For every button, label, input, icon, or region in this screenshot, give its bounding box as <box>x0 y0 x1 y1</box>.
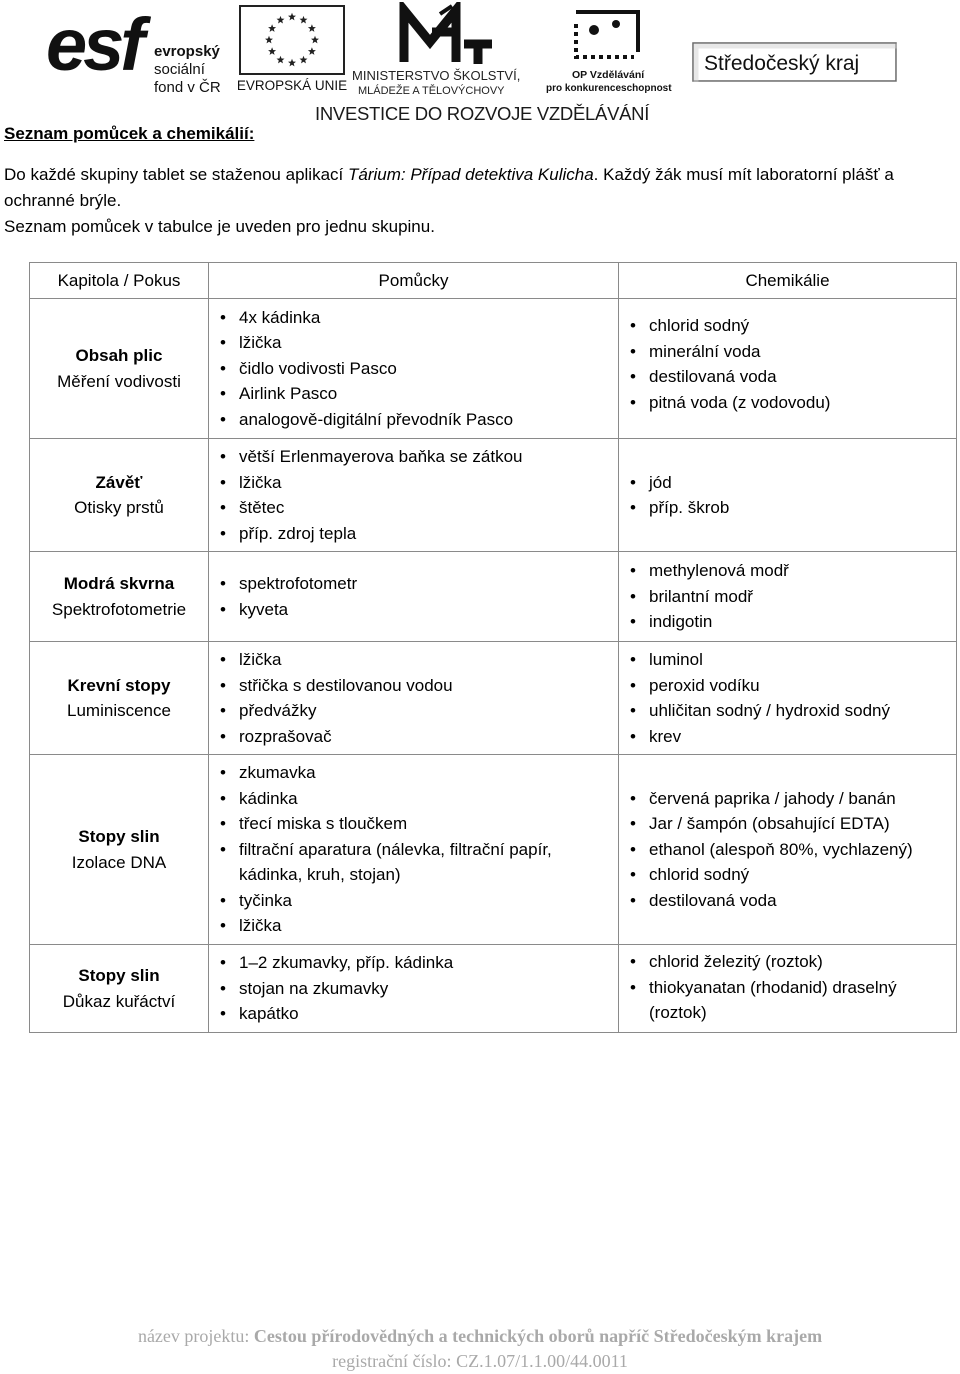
header-chapter: Kapitola / Pokus <box>30 263 209 299</box>
chemicals-list <box>619 786 950 914</box>
list-item: • předvážky <box>209 698 612 724</box>
intro-text <box>4 162 954 240</box>
list-item: • jód <box>619 470 950 496</box>
chemicals-list <box>619 647 950 749</box>
list-item: • rozprašovač <box>209 724 612 750</box>
chemicals-list <box>619 470 950 521</box>
footer-reg-label: registrační číslo: <box>332 1351 457 1371</box>
esf-logo <box>46 4 236 96</box>
chemicals-list <box>619 313 950 415</box>
investice-slogan: INVESTICE DO ROZVOJE VZDĚLÁVÁNÍ <box>315 103 650 124</box>
esf-mark-icon <box>46 4 236 96</box>
list-item: • zkumavka <box>209 760 612 786</box>
esf-line1: evropský <box>154 43 220 60</box>
tools-list <box>209 647 612 749</box>
experiment-name: Izolace DNA <box>71 852 167 872</box>
list-item: • lžička <box>209 913 612 939</box>
tools-list <box>209 760 612 939</box>
list-item: • tyčinka <box>209 888 612 914</box>
chapter-title: Stopy slin <box>78 966 160 985</box>
list-item: • filtrační aparatura (nálevka, filtrační papír, kádinka, kruh, stojan) <box>209 837 612 888</box>
list-item: • příp. škrob <box>619 495 950 521</box>
chapter-title: Obsah plic <box>75 346 163 365</box>
table-row <box>30 642 957 755</box>
list-item: • methylenová modř <box>619 558 950 584</box>
op-line2: pro konkurenceschopnost <box>546 83 672 94</box>
table-row <box>30 299 957 439</box>
op-mark-icon <box>546 2 676 94</box>
list-item: • Airlink Pasco <box>209 381 612 407</box>
list-item: • luminol <box>619 647 950 673</box>
list-item: • destilovaná voda <box>619 364 950 390</box>
intro-line1 <box>4 162 954 214</box>
list-item: • ethanol (alespoň 80%, vychlazený) <box>619 837 950 863</box>
chapter-cell <box>30 755 209 945</box>
intro-line1-end: . Každý žák musí mít laboratorní plášť a ochranné brýle. <box>4 165 894 210</box>
table-row <box>30 439 957 552</box>
list-item: • třecí miska s tloučkem <box>209 811 612 837</box>
header-chemicals: Chemikálie <box>619 263 957 299</box>
list-item: • kádinka <box>209 786 612 812</box>
op-logo <box>546 2 676 94</box>
footer <box>0 1324 960 1374</box>
list-item: • čidlo vodivosti Pasco <box>209 356 612 382</box>
chapter-cell <box>30 642 209 755</box>
chemicals-cell <box>619 439 957 552</box>
eu-flag-icon <box>238 4 348 94</box>
list-item: • chlorid sodný <box>619 313 950 339</box>
kraj-logo <box>692 42 897 82</box>
list-item: • lžička <box>209 647 612 673</box>
tools-cell <box>209 642 619 755</box>
list-item: • chlorid sodný <box>619 862 950 888</box>
msmt-logo <box>352 2 547 97</box>
chemicals-list <box>619 949 950 1026</box>
list-item: • lžička <box>209 330 612 356</box>
esf-mark: esf <box>46 4 141 86</box>
eu-logo <box>238 4 348 94</box>
chapter-title: Stopy slin <box>78 827 160 846</box>
table-header-row <box>30 263 957 299</box>
tools-cell <box>209 945 619 1033</box>
chemicals-cell <box>619 299 957 439</box>
footer-registration <box>0 1349 960 1374</box>
list-item: • 1–2 zkumavky, příp. kádinka <box>209 950 612 976</box>
esf-line3: fond v ČR <box>154 79 221 96</box>
list-item: • uhličitan sodný / hydroxid sodný <box>619 698 950 724</box>
page-heading: Seznam pomůcek a chemikálií: <box>4 124 255 143</box>
tools-list <box>209 571 612 622</box>
chapter-cell <box>30 299 209 439</box>
msmt-line2: MLÁDEŽE A TĚLOVÝCHOVY <box>358 85 505 97</box>
chapter-cell <box>30 552 209 642</box>
experiment-name: Spektrofotometrie <box>51 599 187 619</box>
list-item: • větší Erlenmayerova baňka se zátkou <box>209 444 612 470</box>
list-item: • kyveta <box>209 597 612 623</box>
table-row <box>30 552 957 642</box>
list-item: • peroxid vodíku <box>619 673 950 699</box>
equipment-table <box>29 262 957 1033</box>
chapter-title: Modrá skvrna <box>63 574 175 593</box>
experiment-name: Otisky prstů <box>74 498 164 517</box>
list-item: • analogově-digitální převodník Pasco <box>209 407 612 433</box>
footer-project <box>0 1324 960 1349</box>
list-item: • chlorid železitý (roztok) <box>619 949 950 975</box>
list-item: • střička s destilovanou vodou <box>209 673 612 699</box>
chapter-cell <box>30 439 209 552</box>
table-row <box>30 945 957 1033</box>
footer-reg-number: CZ.1.07/1.1.00/44.0011 <box>456 1351 628 1371</box>
msmt-line1: MINISTERSTVO ŠKOLSTVÍ, <box>352 68 521 83</box>
footer-project-label: název projektu: <box>137 1326 254 1346</box>
op-line1: OP Vzdělávání <box>572 69 645 81</box>
list-item: • minerální voda <box>619 339 950 365</box>
tools-cell <box>209 552 619 642</box>
tools-list <box>209 305 612 433</box>
chapter-cell <box>30 945 209 1033</box>
list-item: • 4x kádinka <box>209 305 612 331</box>
intro-line2: Seznam pomůcek v tabulce je uveden pro jednu skupinu. <box>4 217 435 236</box>
eu-caption: EVROPSKÁ UNIE <box>238 78 348 93</box>
tools-cell <box>209 755 619 945</box>
chemicals-cell <box>619 642 957 755</box>
list-item: • lžička <box>209 470 612 496</box>
chemicals-list <box>619 558 950 635</box>
kraj-mark-icon <box>692 42 897 82</box>
list-item: • spektrofotometr <box>209 571 612 597</box>
list-item: • příp. zdroj tepla <box>209 521 612 547</box>
list-item: • Jar / šampón (obsahující EDTA) <box>619 811 950 837</box>
list-item: • štětec <box>209 495 612 521</box>
list-item: • kapátko <box>209 1001 612 1027</box>
list-item: • červená paprika / jahody / banán <box>619 786 950 812</box>
experiment-name: Důkaz kuřáctví <box>62 991 176 1011</box>
list-item: • krev <box>619 724 950 750</box>
msmt-mark-icon <box>352 2 547 97</box>
list-item: • thiokyanatan (rhodanid) draselný (roztok) <box>619 975 950 1026</box>
experiment-name: Měření vodivosti <box>57 371 181 391</box>
list-item: • indigotin <box>619 609 950 635</box>
list-item: • brilantní modř <box>619 584 950 610</box>
app-name: Tárium: Případ detektiva Kulicha <box>347 165 594 184</box>
tools-list <box>209 444 612 546</box>
tools-cell <box>209 299 619 439</box>
experiment-name: Luminiscence <box>67 701 171 720</box>
intro-line1-start: Do každé skupiny tablet se staženou aplikací <box>4 165 348 184</box>
list-item: • pitná voda (z vodovodu) <box>619 390 950 416</box>
chapter-title: Závěť <box>95 472 143 492</box>
tools-list <box>209 950 612 1027</box>
esf-line2: sociální <box>154 61 205 78</box>
kraj-text: Středočeský kraj <box>704 52 860 75</box>
chemicals-cell <box>619 552 957 642</box>
header-tools: Pomůcky <box>209 263 619 299</box>
table-row <box>30 755 957 945</box>
list-item: • destilovaná voda <box>619 888 950 914</box>
logo-header <box>0 0 960 125</box>
chemicals-cell <box>619 755 957 945</box>
footer-project-name: Cestou přírodovědných a technických oborů napříč Středočeským krajem <box>253 1326 823 1346</box>
chemicals-cell <box>619 945 957 1033</box>
list-item: • stojan na zkumavky <box>209 976 612 1002</box>
tools-cell <box>209 439 619 552</box>
chapter-title: Krevní stopy <box>67 675 171 695</box>
